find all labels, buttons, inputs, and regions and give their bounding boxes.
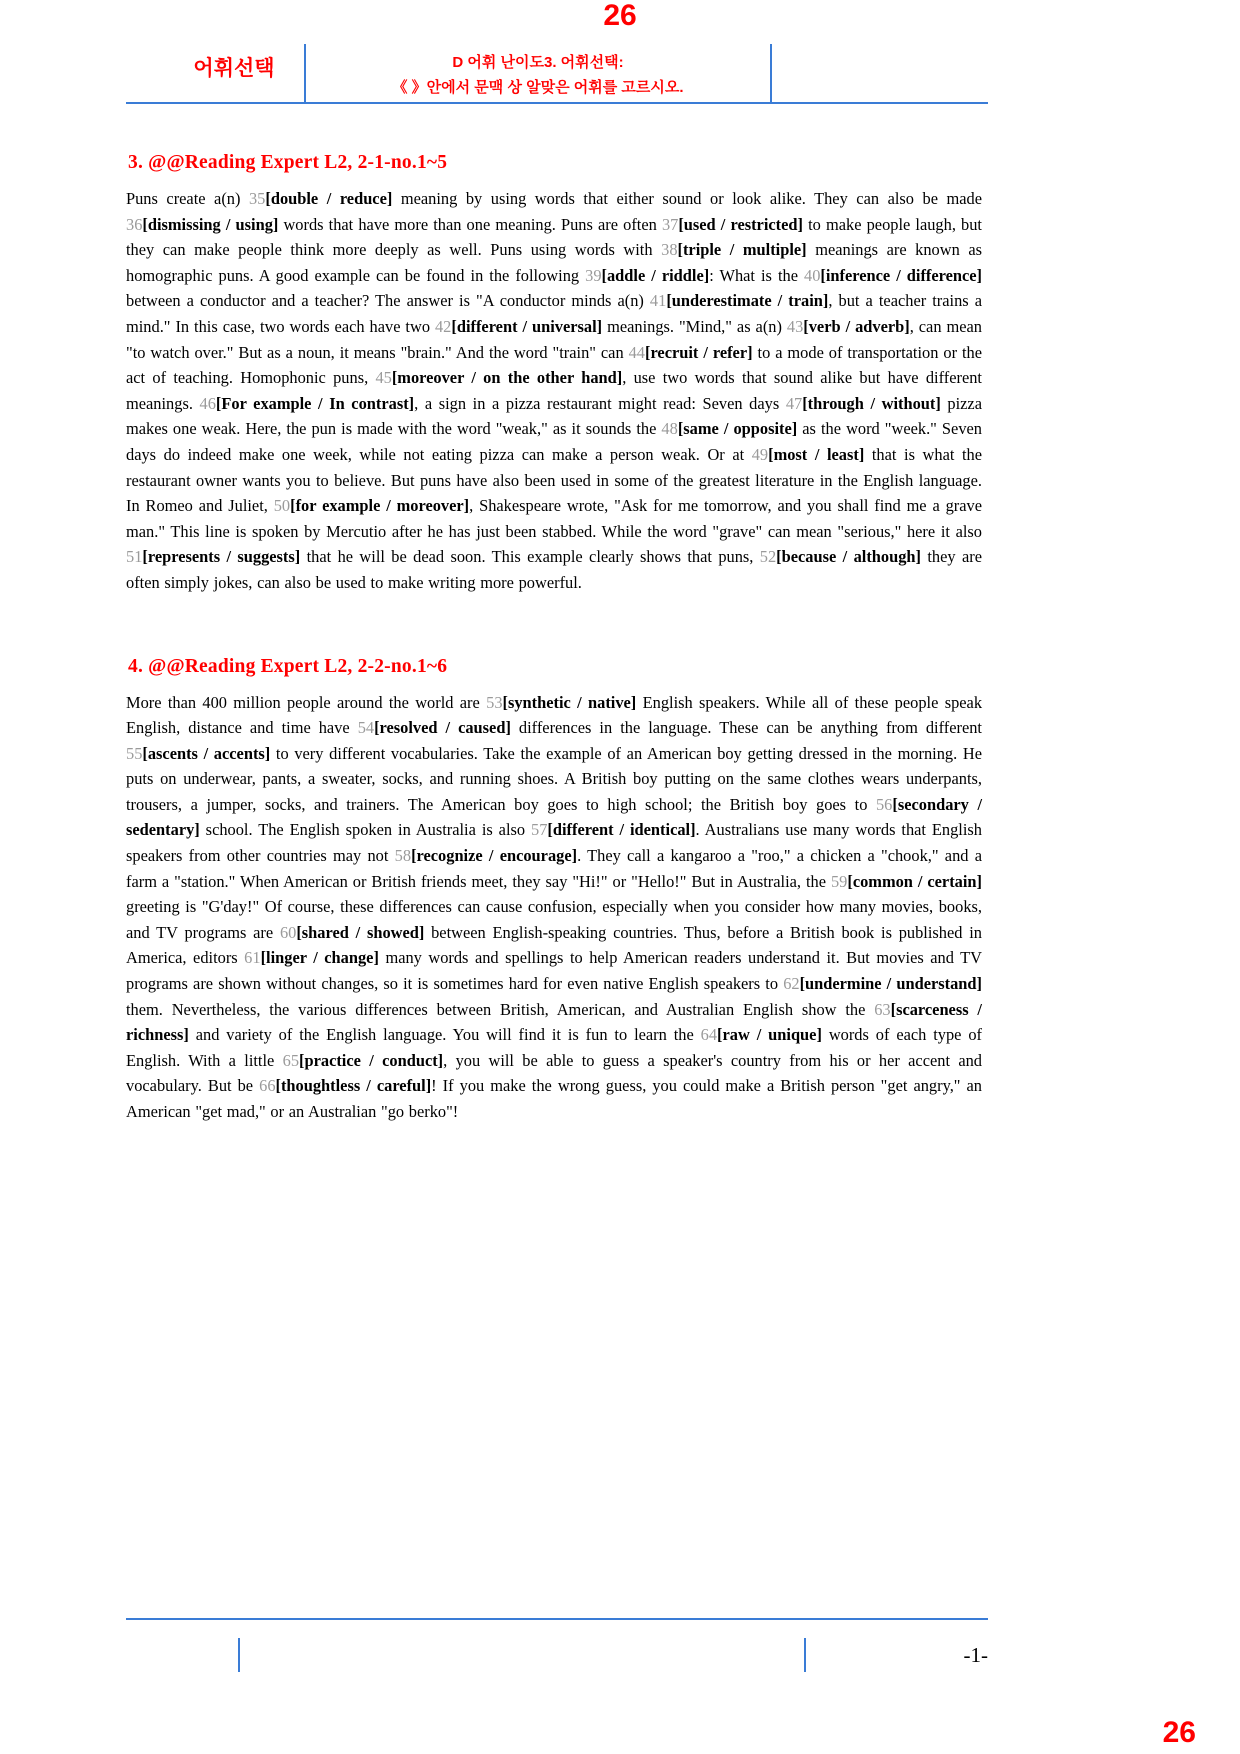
answer-choice-pair: [used / restricted]: [678, 214, 803, 234]
answer-choice-pair: [represents / suggests]: [142, 547, 301, 567]
section-spacer: [126, 596, 982, 652]
answer-choice-pair: [synthetic / native]: [502, 692, 637, 712]
question-number: 65: [282, 1050, 300, 1070]
page-header: [126, 42, 988, 102]
answer-choice-pair: [underestimate / train]: [666, 291, 829, 311]
answer-choice-pair: [raw / unique]: [717, 1025, 822, 1045]
question-number: 45: [375, 368, 392, 388]
answer-choice-pair: [verb / adverb]: [803, 316, 910, 336]
page-footer: [126, 1618, 988, 1688]
question-number: 51: [126, 547, 143, 567]
question-number: 38: [661, 240, 678, 260]
header-rule: [126, 102, 988, 104]
answer-choice-pair: [double / reduce]: [265, 189, 393, 208]
worksheet-content: [126, 148, 982, 1125]
header-category-label: 어휘선택: [193, 57, 275, 80]
section-4-title: 4. @@Reading Expert L2, 2-2-no.1~6: [128, 655, 448, 677]
question-number: 55: [126, 743, 143, 763]
question-number: 62: [783, 974, 800, 994]
answer-choice-pair: [different / identical]: [547, 820, 696, 840]
top-page-number: 26: [603, 0, 637, 32]
question-number: 43: [786, 316, 804, 336]
answer-choice-pair: [moreover / on the other hand]: [391, 368, 623, 388]
question-number: 58: [394, 846, 412, 866]
answer-choice-pair: [linger / change]: [260, 948, 379, 968]
answer-choice-pair: [thoughtless / careful]: [275, 1076, 432, 1096]
answer-choice-pair: [practice / conduct]: [299, 1050, 444, 1070]
answer-choice-pair: [common / certain]: [847, 871, 982, 891]
question-number: 57: [531, 820, 548, 840]
question-number: 53: [486, 692, 503, 712]
question-number: 64: [700, 1025, 718, 1045]
footer-tick-left: [238, 1638, 240, 1672]
question-number: 44: [628, 342, 645, 362]
question-number: 37: [661, 214, 679, 234]
question-number: 49: [751, 444, 769, 464]
answer-choice-pair: [undermine / understand]: [799, 974, 982, 994]
header-divider-left: [304, 44, 306, 102]
footer-rule: [126, 1618, 988, 1620]
section-3-passage: Puns create a(n) 35[double / reduce] meaning by using words that either sound or look alike. They can also be made 36[dismissing / using] words that have more than one meaning. Puns are often 37[used / restricted] to make people laugh, but they can make people think more deeply as well. Puns using words with 38[triple / multiple] meanings are known as homographic puns. A good example can be found in the following 39[addle / riddle]: What is the 40[inference / difference] between a conductor and a teacher? The answer is "A conductor minds a(n) 41[underestimate / train], but a teacher trains a mind." In this case, two words each have two 42[different / universal] meanings. "Mind," as a(n) 43[verb / adverb], can mean "to watch over." But as a noun, it means "brain." And the word "train" can 44[recruit / refer] to a mode of transportation or the act of teaching. Homophonic puns, 45[moreover / on the other hand], use two words that sound alike but have different meanings. 46[For example / In contrast], a sign in a pizza restaurant might read: Seven days 47[through / without] pizza makes one weak. Here, the pun is made with the word "weak," as it sounds the 48[same / opposite] as the word "week." Seven days do indeed make one week, while not eating pizza can make a person weak. Or at 49[most / least] that is what the restaurant owner wants you to believe. But puns have also been used in some of the greatest literature in the English language. In Romeo and Juliet, 50[for example / moreover], Shakespeare wrote, "Ask for me tomorrow, and you shall find me a grave man." This line is spoken by Mercutio after he has just been stabbed. While the word "grave" can mean "serious," here it also 51[represents / suggests] that he will be dead soon. This example clearly shows that puns, 52[because / although] they are often simply jokes, can also be used to make writing more powerful.: [126, 189, 983, 592]
question-number: 63: [874, 999, 891, 1019]
question-number: 46: [199, 393, 216, 413]
answer-choice-pair: [dismissing / using]: [142, 214, 279, 234]
answer-choice-pair: [scarceness / richness]: [126, 999, 982, 1045]
answer-choice-pair: [secondary / sedentary]: [126, 794, 982, 840]
section-4: [126, 652, 982, 1125]
question-number: 35: [248, 189, 266, 208]
answer-choice-pair: [shared / showed]: [296, 922, 425, 942]
question-number: 47: [785, 393, 803, 413]
footer-page-label: -1-: [963, 1643, 988, 1667]
bottom-page-number: 26: [1162, 1716, 1196, 1749]
answer-choice-pair: [triple / multiple]: [677, 240, 807, 260]
answer-choice-pair: [addle / riddle]: [601, 265, 710, 285]
answer-choice-pair: [ascents / accents]: [142, 743, 271, 763]
answer-choice-pair: [different / universal]: [451, 316, 603, 336]
question-number: 60: [279, 922, 297, 942]
header-divider-right: [770, 44, 772, 102]
question-number: 54: [357, 718, 375, 738]
header-instruction-line-2: 《 》안에서 문맥 상 알맞은 어휘를 고르시오.: [392, 79, 684, 96]
question-number: 48: [661, 419, 678, 439]
answer-choice-pair: [recognize / encourage]: [411, 846, 578, 866]
answer-choice-pair: [through / without]: [802, 393, 941, 413]
question-number: 41: [649, 291, 667, 311]
question-number: 66: [259, 1076, 276, 1096]
question-number: 59: [830, 871, 848, 891]
question-number: 39: [585, 265, 602, 285]
question-number: 56: [875, 794, 893, 814]
answer-choice-pair: [recruit / refer]: [645, 342, 753, 362]
answer-choice-pair: [for example / moreover]: [290, 496, 470, 516]
question-number: 61: [244, 948, 261, 968]
question-number: 42: [434, 316, 452, 336]
question-number: 36: [126, 214, 143, 234]
answer-choice-pair: [because / although]: [776, 547, 921, 567]
question-number: 40: [804, 265, 821, 285]
section-4-passage: More than 400 million people around the world are 53[synthetic / native] English speakers. While all of these people speak English, distance and time have 54[resolved / caused] differences in the language. These can be anything from different 55[ascents / accents] to very different vocabularies. Take the example of an American boy getting dressed in the morning. He puts on underwear, pants, a sweater, socks, and running shoes. A British boy putting on the same clothes wears underpants, trousers, a jumper, socks, and trainers. The American boy goes to high school; the British boy goes to 56[secondary / sedentary] school. The English spoken in Australia is also 57[different / identical]. Australians use many words that English speakers from other countries may not 58[recognize / encourage]. They call a kangaroo a "roo," a chicken a "chook," and a farm a "station." When American or British friends meet, they say "Hi!" or "Hello!" But in Australia, the 59[common / certain] greeting is "G'day!" Of course, these differences can cause confusion, especially when you consider how many movies, books, and TV programs are 60[shared / showed] between English-speaking countries. Thus, before a British book is published in America, editors 61[linger / change] many words and spellings to help American readers understand it. But movies and TV programs are shown without changes, so it is sometimes hard for even native English speakers to 62[undermine / understand] them. Nevertheless, the various differences between British, American, and Australian English show the 63[scarceness / richness] and variety of the English language. You will find it is fun to learn the 64[raw / unique] words of each type of English. With a little 65[practice / conduct], you will be able to guess a speaker's country from his or her accent and vocabulary. But be 66[thoughtless / careful]! If you make the wrong guess, you could make a British person "get angry," an American "get mad," or an Australian "go berko"!: [126, 692, 983, 1121]
section-3: [126, 148, 982, 596]
header-instruction-block: [316, 50, 760, 100]
answer-choice-pair: [For example / In contrast]: [215, 393, 415, 413]
question-number: 50: [273, 496, 291, 516]
footer-tick-right: [804, 1638, 806, 1672]
section-3-title: 3. @@Reading Expert L2, 2-1-no.1~5: [128, 152, 448, 173]
answer-choice-pair: [most / least]: [768, 444, 865, 464]
answer-choice-pair: [same / opposite]: [677, 419, 798, 439]
question-number: 52: [759, 547, 777, 567]
header-instruction-line-1: D 어휘 난이도3. 어휘선택:: [452, 54, 624, 71]
answer-choice-pair: [resolved / caused]: [374, 718, 511, 738]
answer-choice-pair: [inference / difference]: [820, 265, 983, 285]
